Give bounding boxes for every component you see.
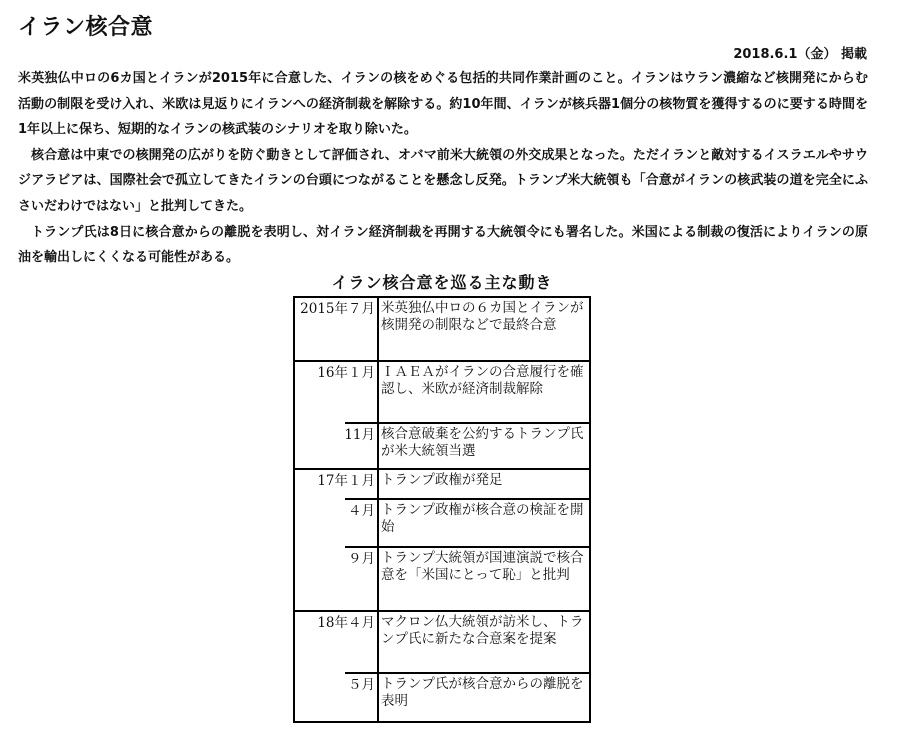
timeline-event: 米英独仏中ロの６カ国とイランが核開発の制限などで最終合意 [381,300,584,333]
paragraph-2: 核合意は中東での核開発の広がりを防ぐ動きとして評価され、オバマ前米大統領の外交成果となった。ただイランと敵対するイスラエルやサウジアラビアは、国際社会で孤立してきたイランの台頭につながることを懸念し反発。トランプ米大統領も「合意がイランの核武装の道を完全にふさいだわけではない」と批判してきた。 [18,147,868,214]
timeline-table [293,296,591,723]
timeline-row [295,298,589,360]
timeline-date: ５月 [348,677,375,693]
article-title: イラン核合意 [18,15,154,40]
timeline-date: ４月 [348,503,375,519]
timeline-event: ＩＡＥＡがイランの合意履行を確認し、米欧が経済制裁解除 [381,364,584,397]
timeline-event: マクロン仏大統領が訪米し、トランプ氏に新たな合意案を提案 [381,614,584,647]
publish-date: 2018.6.1（金） 掲載 [733,47,867,62]
article-body [18,66,868,271]
paragraph-1: 米英独仏中ロの6カ国とイランが2015年に合意した、イランの核をめぐる包括的共同作業計画のこと。イランはウラン濃縮など核開発にからむ活動の制限を受け入れ、米欧は見返りにイランへの経済制裁を解除する。約10年間、イランが核兵器1個分の核物質を獲得するのに要する時間を1年以上に保ち、短期的なイランの核武装のシナリオを取り除いた。 [18,71,868,138]
timeline-date: 16年１月 [317,365,375,381]
timeline-row [295,548,589,610]
timeline-row [295,612,589,672]
timeline-date: ９月 [348,551,375,567]
timeline-date: 17年１月 [317,473,375,489]
timeline-row [295,500,589,546]
paragraph-3: トランプ氏は8日に核合意からの離脱を表明し、対イラン経済制裁を再開する大統領令にも署名した。米国による制裁の復活によりイランの原油を輸出しにくくなる可能性がある。 [18,224,868,266]
timeline-title: イラン核合意を巡る主な動き [331,273,553,292]
timeline-event: トランプ氏が核合意からの離脱を表明 [381,676,584,709]
timeline-row [295,674,589,721]
timeline-date: 18年４月 [317,615,375,631]
timeline-event: 核合意破棄を公約するトランプ氏が米大統領当選 [381,426,584,459]
timeline-event: トランプ政権が発足 [381,472,503,488]
timeline-event: トランプ大統領が国連演説で核合意を「米国にとって恥」と批判 [381,550,584,583]
timeline-row [295,470,589,498]
timeline-date: 2015年７月 [300,301,375,317]
timeline-row [295,424,589,468]
timeline-row [295,362,589,422]
timeline-date: 11月 [344,427,375,443]
timeline-event: トランプ政権が核合意の検証を開始 [381,502,584,535]
